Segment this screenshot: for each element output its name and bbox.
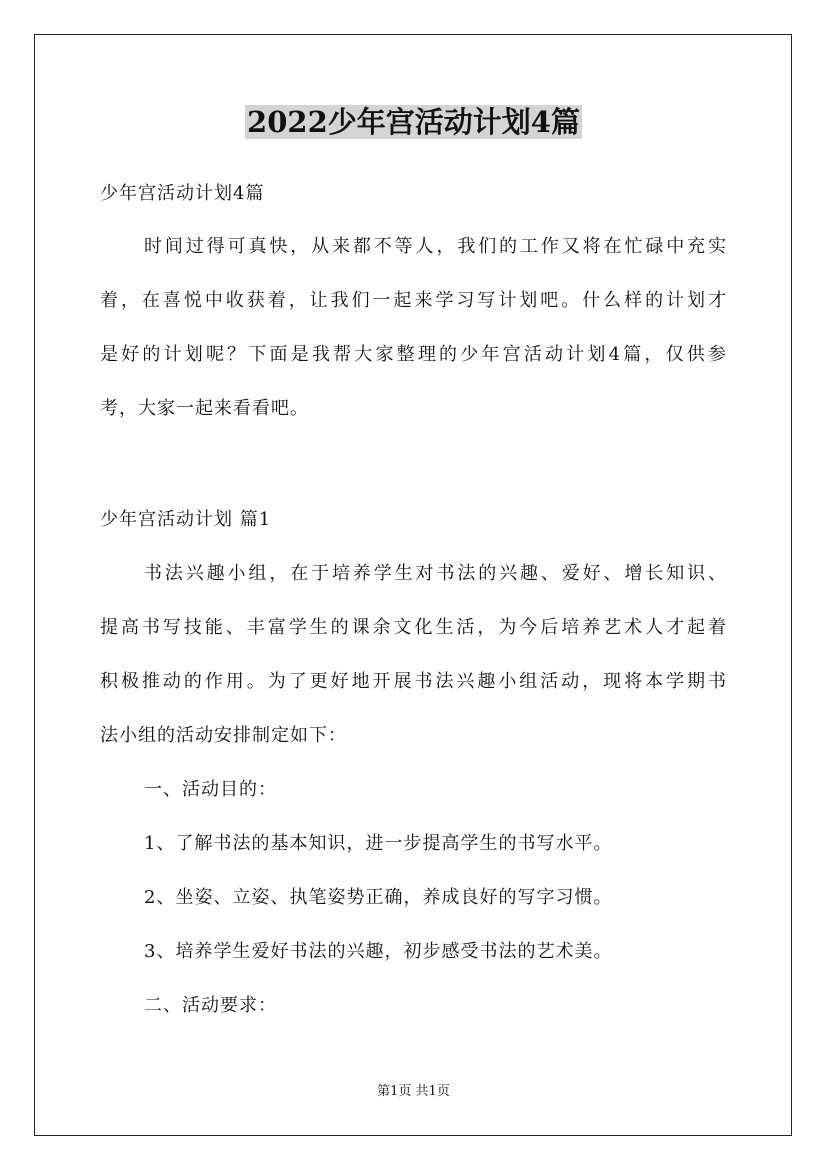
section-1-line-4: 法小组的活动安排制定如下：: [100, 725, 347, 746]
section-1-heading: 少年宫活动计划 篇1: [100, 509, 272, 530]
intro-line-4: 考，大家一起来看看吧。: [100, 398, 309, 419]
page-number-footer: 第1页 共1页: [377, 1084, 450, 1099]
goal-item-3: 3、培养学生爱好书法的兴趣，初步感受书法的艺术美。: [144, 941, 613, 962]
document-heading: 少年宫活动计划4篇: [100, 183, 265, 204]
goal-item-2: 2、坐姿、立姿、执笔姿势正确，养成良好的写字习惯。: [144, 887, 613, 908]
goal-item-1: 1、了解书法的基本知识，进一步提高学生的书写水平。: [144, 833, 613, 854]
intro-line-3: 是好的计划呢？下面是我帮大家整理的少年宫活动计划4篇，仅供参: [100, 344, 726, 365]
document-title: [0, 102, 827, 142]
section-1-line-2: 提高书写技能、丰富学生的课余文化生活，为今后培养艺术人才起着: [100, 617, 726, 638]
section-1-line-3: 积极推动的作用。为了更好地开展书法兴趣小组活动，现将本学期书: [100, 671, 726, 692]
section-1-line-1: 书法兴趣小组，在于培养学生对书法的兴趣、爱好、增长知识、: [144, 563, 726, 584]
part-2-heading: 二、活动要求：: [144, 995, 277, 1016]
part-1-heading: 一、活动目的：: [144, 779, 277, 800]
intro-line-1: 时间过得可真快，从来都不等人，我们的工作又将在忙碌中充实: [144, 236, 726, 257]
document-title-text: 2022少年宫活动计划4篇: [247, 105, 580, 139]
intro-line-2: 着，在喜悦中收获着，让我们一起来学习写计划吧。什么样的计划才: [100, 290, 726, 311]
